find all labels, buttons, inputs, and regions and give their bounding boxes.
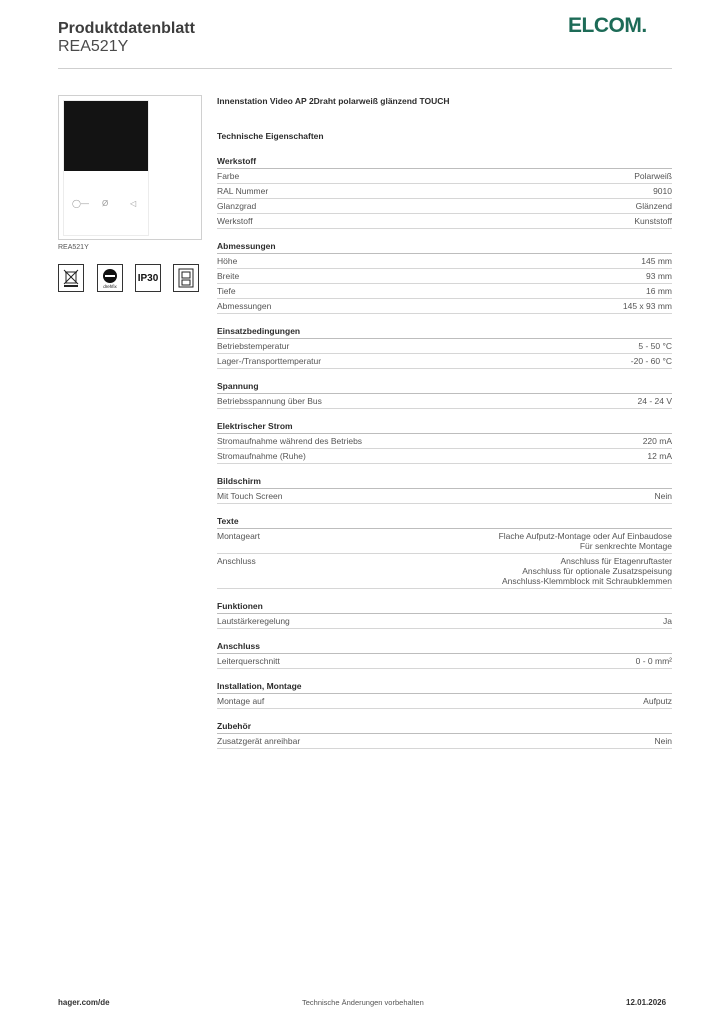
spec-value: 220 mA [642, 436, 672, 446]
spec-row [217, 299, 672, 314]
footer-date: 12.01.2026 [626, 998, 667, 1007]
spec-label: Tiefe [217, 286, 236, 296]
spec-label: Betriebstemperatur [217, 341, 290, 351]
section-header: Werkstoff [217, 156, 672, 169]
spec-label: Werkstoff [217, 216, 253, 226]
section-header: Installation, Montage [217, 681, 672, 694]
spec-row [217, 529, 672, 554]
spec-row [217, 254, 672, 269]
spec-value: -20 - 60 °C [630, 356, 672, 366]
spec-row [217, 214, 672, 229]
spec-label: Betriebsspannung über Bus [217, 396, 322, 406]
spec-value: Nein [654, 736, 672, 746]
spec-row [217, 554, 672, 589]
spec-label: Lautstärkeregelung [217, 616, 290, 626]
key-icon: ◯— [72, 199, 89, 208]
spec-label: Anschluss [217, 556, 256, 566]
footer-disclaimer: Technische Änderungen vorbehalten [302, 998, 424, 1007]
spec-row [217, 734, 672, 749]
spec-value: 5 - 50 °C [638, 341, 672, 351]
spec-value: 16 mm [646, 286, 672, 296]
device-screen [64, 101, 148, 171]
spec-label: Stromaufnahme während des Betriebs [217, 436, 363, 446]
product-reference: REA521Y [58, 38, 129, 55]
surface-mount-icon [173, 264, 199, 292]
spec-panel [217, 94, 672, 749]
spec-label: Abmessungen [217, 301, 272, 311]
speaker-icon: ◁ [130, 199, 137, 208]
spec-label: Breite [217, 271, 240, 281]
spec-label: Mit Touch Screen [217, 491, 283, 501]
spec-value: Polarweiß [634, 171, 672, 181]
drehfix-label: drehfix [103, 284, 117, 289]
spec-row [217, 184, 672, 199]
brand-logo: ELCOM. [568, 14, 647, 37]
spec-label: Montageart [217, 531, 260, 541]
spec-row [217, 654, 672, 669]
drehfix-icon [97, 264, 123, 292]
spec-row [217, 339, 672, 354]
spec-row [217, 269, 672, 284]
section-header: Texte [217, 516, 672, 529]
footer-website: hager.com/de [58, 998, 110, 1007]
spec-value: Flache Aufputz-Montage oder Auf Einbaudose Für senkrechte Montage [498, 531, 672, 551]
spec-row [217, 284, 672, 299]
spec-value: 24 - 24 V [637, 396, 672, 406]
spec-value: 145 x 93 mm [622, 301, 672, 311]
spec-label: Lager-/Transporttemperatur [217, 356, 322, 366]
spec-value: 145 mm [641, 256, 672, 266]
product-name: Innenstation Video AP 2Draht polarweiß glänzend TOUCH [217, 96, 450, 106]
spec-row [217, 489, 672, 504]
spec-row [217, 394, 672, 409]
ip-rating-badge [135, 264, 161, 292]
spec-value: Anschluss für Etagenruftaster Anschluss für optionale Zusatzspeisung Anschluss-Klemmblock mit Schraubklemmen [501, 556, 672, 586]
weee-bin-icon [58, 264, 84, 292]
spec-row [217, 449, 672, 464]
spec-value: 93 mm [646, 271, 672, 281]
spec-label: RAL Nummer [217, 186, 269, 196]
spec-value: Kunststoff [634, 216, 672, 226]
spec-label: Zusatzgerät anreihbar [217, 736, 301, 746]
spec-value: Ja [663, 616, 672, 626]
spec-value: Glänzend [635, 201, 672, 211]
section-header: Bildschirm [217, 476, 672, 489]
spec-row [217, 694, 672, 709]
section-header: Funktionen [217, 601, 672, 614]
spec-row [217, 434, 672, 449]
spec-row [217, 169, 672, 184]
spec-label: Farbe [217, 171, 240, 181]
spec-sections [217, 156, 672, 749]
spec-label: Stromaufnahme (Ruhe) [217, 451, 306, 461]
header-divider [58, 68, 672, 69]
tech-properties-heading: Technische Eigenschaften [217, 131, 324, 141]
spec-label: Leiterquerschnitt [217, 656, 280, 666]
spec-value: 0 - 0 mm² [635, 656, 672, 666]
spec-label: Glanzgrad [217, 201, 257, 211]
product-code: REA521Y [58, 244, 89, 251]
ip-rating-label: IP30 [137, 272, 159, 284]
section-header: Zubehör [217, 721, 672, 734]
spec-value: Aufputz [643, 696, 672, 706]
section-header: Elektrischer Strom [217, 421, 672, 434]
spec-value: 12 mA [647, 451, 672, 461]
page-title: Produktdatenblatt [58, 20, 195, 37]
section-header: Einsatzbedingungen [217, 326, 672, 339]
section-header: Anschluss [217, 641, 672, 654]
spec-row [217, 199, 672, 214]
mute-icon: Ø [102, 199, 109, 208]
product-image [58, 95, 202, 240]
section-header: Spannung [217, 381, 672, 394]
section-header: Abmessungen [217, 241, 672, 254]
spec-label: Höhe [217, 256, 238, 266]
device-illustration [63, 100, 149, 236]
spec-label: Montage auf [217, 696, 265, 706]
spec-value: Nein [654, 491, 672, 501]
spec-row [217, 354, 672, 369]
spec-row [217, 614, 672, 629]
spec-value: 9010 [653, 186, 672, 196]
